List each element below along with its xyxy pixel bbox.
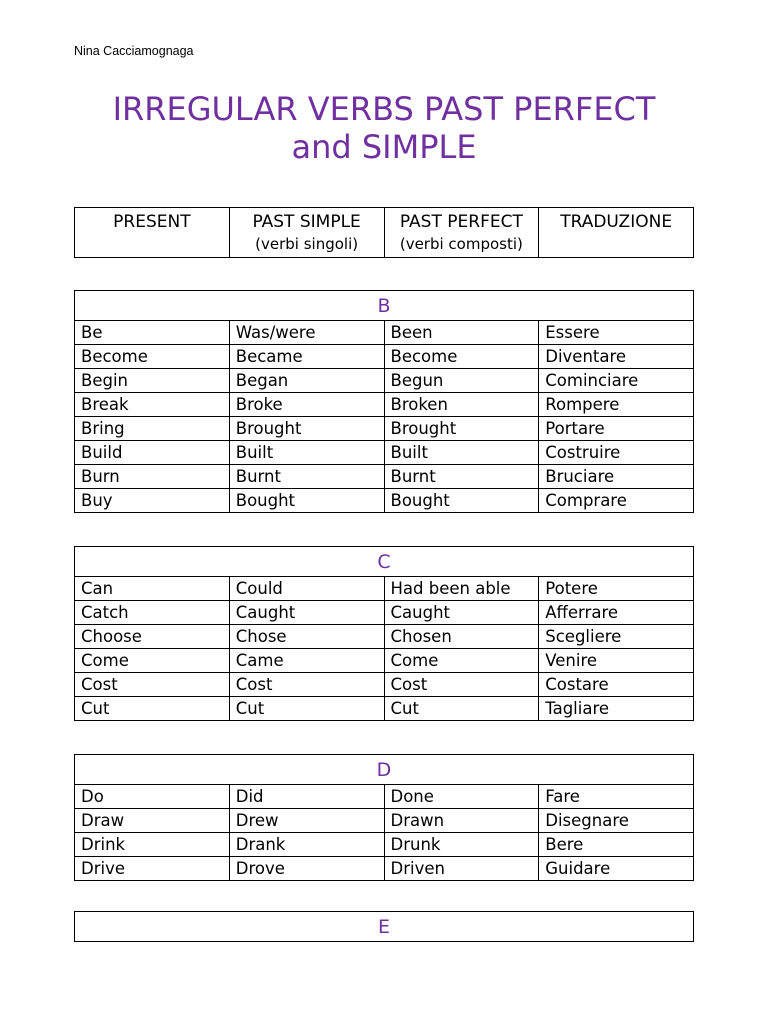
column-header-label: PRESENT bbox=[113, 212, 191, 232]
table-row bbox=[75, 577, 694, 601]
present-cell: Build bbox=[75, 441, 230, 465]
section-letter: C bbox=[75, 547, 694, 577]
past-simple-cell: Drew bbox=[229, 809, 384, 833]
present-cell: Drive bbox=[75, 857, 230, 881]
past-simple-cell: Began bbox=[229, 369, 384, 393]
past-perfect-cell: Come bbox=[384, 649, 539, 673]
table-row bbox=[75, 465, 694, 489]
traduzione-cell: Tagliare bbox=[539, 697, 694, 721]
past-simple-cell: Came bbox=[229, 649, 384, 673]
past-simple-cell: Could bbox=[229, 577, 384, 601]
past-perfect-cell: Burnt bbox=[384, 465, 539, 489]
present-cell: Catch bbox=[75, 601, 230, 625]
present-cell: Break bbox=[75, 393, 230, 417]
traduzione-cell: Essere bbox=[539, 321, 694, 345]
past-perfect-cell: Cut bbox=[384, 697, 539, 721]
present-cell: Buy bbox=[75, 489, 230, 513]
past-perfect-cell: Brought bbox=[384, 417, 539, 441]
section-letter: B bbox=[75, 291, 694, 321]
past-simple-cell: Built bbox=[229, 441, 384, 465]
verb-table-c bbox=[74, 546, 694, 721]
past-simple-cell: Cost bbox=[229, 673, 384, 697]
present-cell: Begin bbox=[75, 369, 230, 393]
past-perfect-cell: Begun bbox=[384, 369, 539, 393]
column-header-sublabel: (verbi composti) bbox=[399, 235, 523, 253]
traduzione-cell: Bere bbox=[539, 833, 694, 857]
traduzione-cell: Venire bbox=[539, 649, 694, 673]
section-letter: D bbox=[75, 755, 694, 785]
table-row bbox=[75, 809, 694, 833]
column-header-traduzione bbox=[539, 208, 694, 258]
present-cell: Burn bbox=[75, 465, 230, 489]
traduzione-cell: Costruire bbox=[539, 441, 694, 465]
past-simple-cell: Cut bbox=[229, 697, 384, 721]
verb-table-b bbox=[74, 290, 694, 513]
present-cell: Be bbox=[75, 321, 230, 345]
past-simple-cell: Caught bbox=[229, 601, 384, 625]
traduzione-cell: Comprare bbox=[539, 489, 694, 513]
past-simple-cell: Broke bbox=[229, 393, 384, 417]
table-row bbox=[75, 625, 694, 649]
past-perfect-cell: Caught bbox=[384, 601, 539, 625]
table-row bbox=[75, 417, 694, 441]
present-cell: Drink bbox=[75, 833, 230, 857]
past-perfect-cell: Done bbox=[384, 785, 539, 809]
past-simple-cell: Did bbox=[229, 785, 384, 809]
table-row bbox=[75, 369, 694, 393]
traduzione-cell: Fare bbox=[539, 785, 694, 809]
table-row bbox=[75, 833, 694, 857]
traduzione-cell: Disegnare bbox=[539, 809, 694, 833]
column-header-label: TRADUZIONE bbox=[560, 212, 673, 232]
traduzione-cell: Scegliere bbox=[539, 625, 694, 649]
traduzione-cell: Portare bbox=[539, 417, 694, 441]
traduzione-cell: Bruciare bbox=[539, 465, 694, 489]
column-header-past-simple bbox=[229, 208, 384, 258]
present-cell: Come bbox=[75, 649, 230, 673]
past-perfect-cell: Chosen bbox=[384, 625, 539, 649]
verb-table-d bbox=[74, 754, 694, 881]
table-row bbox=[75, 393, 694, 417]
past-perfect-cell: Cost bbox=[384, 673, 539, 697]
section-letter-row bbox=[75, 755, 694, 785]
table-row bbox=[75, 489, 694, 513]
column-header-row bbox=[75, 208, 694, 258]
column-header-table bbox=[74, 207, 694, 258]
past-perfect-cell: Driven bbox=[384, 857, 539, 881]
past-perfect-cell: Built bbox=[384, 441, 539, 465]
present-cell: Draw bbox=[75, 809, 230, 833]
present-cell: Bring bbox=[75, 417, 230, 441]
table-row bbox=[75, 785, 694, 809]
present-cell: Cut bbox=[75, 697, 230, 721]
section-letter-row bbox=[75, 547, 694, 577]
traduzione-cell: Rompere bbox=[539, 393, 694, 417]
column-header-past-perfect bbox=[384, 208, 539, 258]
table-row bbox=[75, 857, 694, 881]
column-header-sublabel: (verbi singoli) bbox=[255, 235, 359, 253]
past-simple-cell: Was/were bbox=[229, 321, 384, 345]
past-perfect-cell: Been bbox=[384, 321, 539, 345]
traduzione-cell: Costare bbox=[539, 673, 694, 697]
present-cell: Cost bbox=[75, 673, 230, 697]
table-row bbox=[75, 345, 694, 369]
past-simple-cell: Brought bbox=[229, 417, 384, 441]
past-simple-cell: Bought bbox=[229, 489, 384, 513]
verb-table-e bbox=[74, 911, 694, 942]
past-perfect-cell: Bought bbox=[384, 489, 539, 513]
title-line-2: and SIMPLE bbox=[291, 128, 477, 166]
past-perfect-cell: Drunk bbox=[384, 833, 539, 857]
column-header-label: PAST PERFECT bbox=[399, 212, 523, 232]
past-simple-cell: Chose bbox=[229, 625, 384, 649]
present-cell: Can bbox=[75, 577, 230, 601]
author-name: Nina Cacciamognaga bbox=[74, 44, 194, 58]
page-title bbox=[0, 90, 768, 166]
table-row bbox=[75, 697, 694, 721]
traduzione-cell: Cominciare bbox=[539, 369, 694, 393]
section-letter: E bbox=[75, 912, 694, 942]
present-cell: Do bbox=[75, 785, 230, 809]
present-cell: Become bbox=[75, 345, 230, 369]
table-row bbox=[75, 673, 694, 697]
table-row bbox=[75, 321, 694, 345]
past-perfect-cell: Become bbox=[384, 345, 539, 369]
past-simple-cell: Burnt bbox=[229, 465, 384, 489]
column-header-label: PAST SIMPLE bbox=[252, 212, 361, 232]
column-header-present bbox=[75, 208, 230, 258]
table-row bbox=[75, 441, 694, 465]
table-row bbox=[75, 601, 694, 625]
traduzione-cell: Guidare bbox=[539, 857, 694, 881]
past-perfect-cell: Drawn bbox=[384, 809, 539, 833]
traduzione-cell: Potere bbox=[539, 577, 694, 601]
past-simple-cell: Drank bbox=[229, 833, 384, 857]
section-letter-row bbox=[75, 912, 694, 942]
traduzione-cell: Diventare bbox=[539, 345, 694, 369]
table-row bbox=[75, 649, 694, 673]
title-line-1: IRREGULAR VERBS PAST PERFECT bbox=[112, 90, 656, 128]
traduzione-cell: Afferrare bbox=[539, 601, 694, 625]
past-simple-cell: Became bbox=[229, 345, 384, 369]
section-letter-row bbox=[75, 291, 694, 321]
past-perfect-cell: Had been able bbox=[384, 577, 539, 601]
past-perfect-cell: Broken bbox=[384, 393, 539, 417]
past-simple-cell: Drove bbox=[229, 857, 384, 881]
present-cell: Choose bbox=[75, 625, 230, 649]
